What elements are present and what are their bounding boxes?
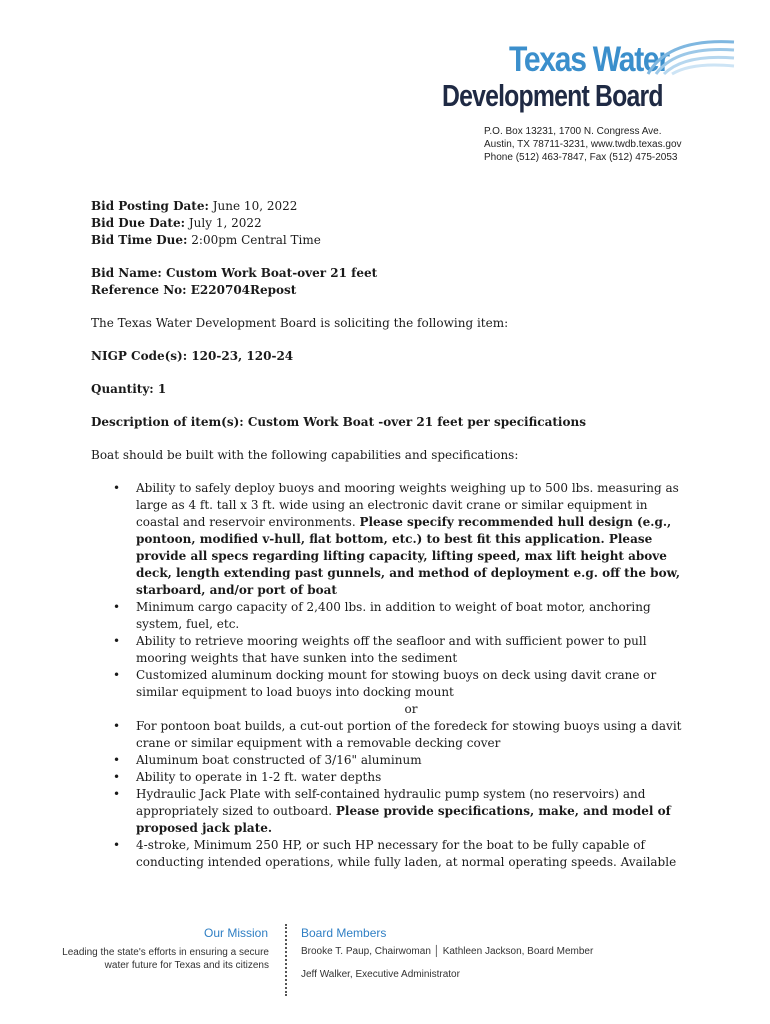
- spec-list: [91, 480, 686, 871]
- bid-time-value: 2:00pm Central Time: [191, 233, 321, 247]
- spec-text: Ability to retrieve mooring weights off the seafloor and with sufficient power to pull mooring weights that have sunken into the sediment: [136, 634, 647, 665]
- board-members-title: Board Members: [301, 926, 387, 940]
- spec-text: Hydraulic Jack Plate with self-contained hydraulic pump system (no reservoirs) and appropriately sized to outboard.: [136, 787, 646, 818]
- logo-text-development-board: Development Board: [442, 78, 663, 113]
- spec-text: Customized aluminum docking mount for stowing buoys on deck using davit crane or similar equipment to load buoys into docking mount: [136, 668, 657, 699]
- or-separator: or: [404, 702, 418, 716]
- bullet-icon: •: [113, 838, 121, 852]
- spec-item: [91, 480, 686, 599]
- intro-text: The Texas Water Development Board is soliciting the following item:: [91, 316, 509, 330]
- address-line: P.O. Box 13231, 1700 N. Congress Ave.: [484, 126, 662, 137]
- spec-text: 4-stroke, Minimum 250 HP, or such HP necessary for the boat to be fully capable of conducting intended operations, while fully laden, at normal operating speeds. Available: [136, 838, 677, 869]
- mission-text: Leading the state's efforts in ensuring a secure water future for Texas and its citizens: [62, 947, 269, 971]
- spec-item: [91, 667, 686, 701]
- nigp-codes: NIGP Code(s): 120-23, 120-24: [91, 349, 294, 363]
- reference-number: Reference No: E220704Repost: [91, 283, 297, 297]
- bid-due-label: Bid Due Date:: [91, 216, 186, 230]
- bid-due-value: July 1, 2022: [188, 216, 262, 230]
- document-body: [91, 198, 686, 871]
- bullet-icon: •: [113, 770, 121, 784]
- bid-time-label: Bid Time Due:: [91, 233, 188, 247]
- spec-text: Ability to safely deploy buoys and mooring weights weighing up to 500 lbs. measuring as large as 4 ft. tall x 3 ft. wide using an electronic davit crane or similar equipment in coastal and reservoir environments.: [136, 481, 679, 529]
- page-footer: [0, 920, 770, 1000]
- bullet-icon: •: [113, 668, 121, 682]
- spec-text: Ability to operate in 1-2 ft. water depths: [136, 770, 382, 784]
- address-line: Austin, TX 78711-3231, www.twdb.texas.gov: [484, 139, 682, 150]
- item-description: Description of item(s): Custom Work Boat -over 21 feet per specifications: [91, 415, 586, 429]
- bullet-icon: •: [113, 481, 121, 495]
- bid-posting-date: [91, 198, 686, 215]
- spec-text: Minimum cargo capacity of 2,400 lbs. in addition to weight of boat motor, anchoring system, fuel, etc.: [136, 600, 651, 631]
- bid-due-date: [91, 215, 686, 232]
- spec-text: Aluminum boat constructed of 3/16" aluminum: [136, 753, 422, 767]
- bid-posting-value: June 10, 2022: [212, 199, 298, 213]
- footer-divider: [285, 924, 287, 996]
- spec-emphasis: Please provide specifications, make, and model of proposed jack plate.: [136, 804, 671, 835]
- spec-intro: Boat should be built with the following capabilities and specifications:: [91, 448, 519, 462]
- quantity: Quantity: 1: [91, 382, 167, 396]
- board-members-line: Brooke T. Paup, Chairwoman │ Kathleen Jackson, Board Member: [301, 946, 594, 957]
- bullet-icon: •: [113, 634, 121, 648]
- address-line: Phone (512) 463-7847, Fax (512) 475-2053: [484, 152, 678, 163]
- logo-text-texas-water: Texas Water: [509, 40, 669, 79]
- twdb-logo: [442, 34, 742, 116]
- spec-item: [91, 599, 686, 633]
- spec-item: [91, 752, 686, 769]
- bid-name: Bid Name: Custom Work Boat-over 21 feet: [91, 266, 378, 280]
- spec-item: [91, 633, 686, 667]
- bullet-icon: •: [113, 600, 121, 614]
- bid-posting-label: Bid Posting Date:: [91, 199, 209, 213]
- bullet-icon: •: [113, 753, 121, 767]
- spec-item: [91, 718, 686, 752]
- letterhead-address: [484, 125, 682, 164]
- spec-item: [91, 837, 686, 871]
- bullet-icon: •: [113, 787, 121, 801]
- spec-item: [91, 786, 686, 837]
- bid-time-due: [91, 232, 686, 249]
- spec-emphasis: Please specify recommended hull design (e.g., pontoon, modified v-hull, flat bottom, etc.) to best fit this application. Please provide all specs regarding lifting capacity, lifting speed, max lift height above deck, length extending past gunnels, and method of deployment e.g. off the bow, starboard, and/or port of boat: [136, 515, 681, 597]
- bullet-icon: •: [113, 719, 121, 733]
- spec-item: [91, 769, 686, 786]
- executive-administrator-line: Jeff Walker, Executive Administrator: [301, 969, 460, 980]
- mission-title: Our Mission: [203, 926, 268, 940]
- water-wave-icon: [638, 34, 738, 76]
- spec-text: For pontoon boat builds, a cut-out portion of the foredeck for stowing buoys using a davit crane or similar equipment with a removable decking cover: [136, 719, 682, 750]
